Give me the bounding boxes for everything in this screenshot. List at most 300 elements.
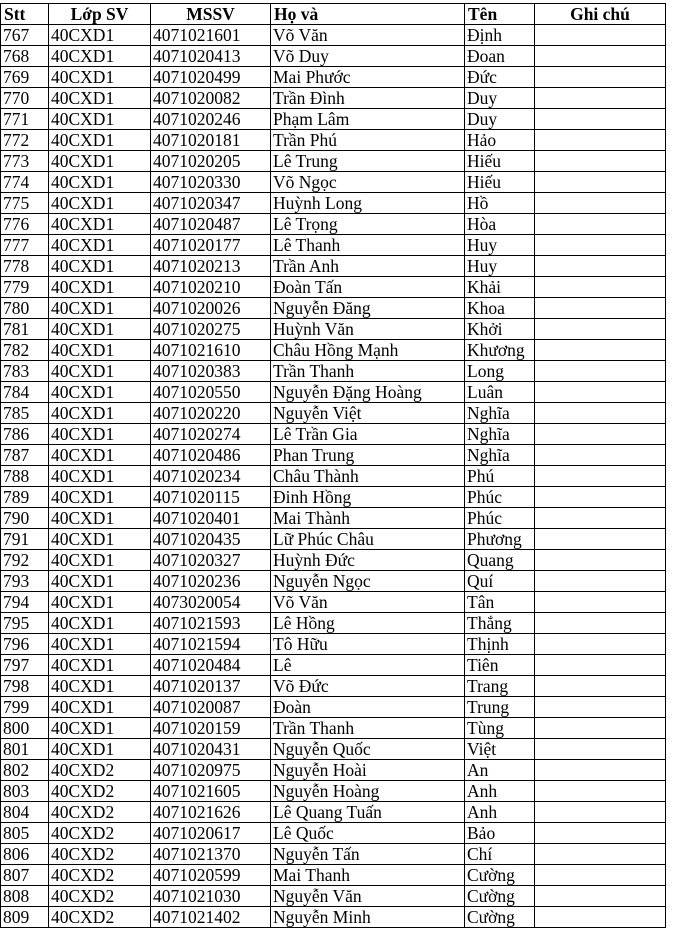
header-ho: Họ và (271, 4, 465, 25)
table-row (1, 550, 666, 571)
cell-ten: Tân (465, 592, 535, 613)
cell-ghichu (535, 424, 666, 445)
cell-lop: 40CXD1 (49, 592, 151, 613)
cell-stt: 794 (1, 592, 49, 613)
cell-mssv: 4071021402 (151, 907, 271, 928)
cell-lop: 40CXD1 (49, 172, 151, 193)
table-row (1, 214, 666, 235)
cell-stt: 795 (1, 613, 49, 634)
cell-mssv: 4071020177 (151, 235, 271, 256)
cell-ho: Huỳnh Văn (271, 319, 465, 340)
cell-ho: Lê Quốc (271, 823, 465, 844)
cell-ten: Hảo (465, 130, 535, 151)
cell-ten: Khoa (465, 298, 535, 319)
table-row (1, 634, 666, 655)
cell-mssv: 4071020599 (151, 865, 271, 886)
cell-stt: 801 (1, 739, 49, 760)
table-row (1, 130, 666, 151)
cell-lop: 40CXD2 (49, 886, 151, 907)
cell-ghichu (535, 193, 666, 214)
table-row (1, 718, 666, 739)
cell-stt: 772 (1, 130, 49, 151)
table-row (1, 235, 666, 256)
cell-stt: 800 (1, 718, 49, 739)
table-row (1, 256, 666, 277)
cell-ten: Phú (465, 466, 535, 487)
cell-ghichu (535, 529, 666, 550)
table-row (1, 739, 666, 760)
cell-ho: Nguyễn Ngọc (271, 571, 465, 592)
table-row (1, 802, 666, 823)
cell-ghichu (535, 172, 666, 193)
cell-ten: Hòa (465, 214, 535, 235)
cell-mssv: 4071020550 (151, 382, 271, 403)
cell-lop: 40CXD1 (49, 67, 151, 88)
cell-stt: 768 (1, 46, 49, 67)
cell-ten: Hồ (465, 193, 535, 214)
table-row (1, 676, 666, 697)
cell-stt: 788 (1, 466, 49, 487)
cell-mssv: 4071021593 (151, 613, 271, 634)
cell-ho: Trần Phú (271, 130, 465, 151)
cell-ghichu (535, 571, 666, 592)
cell-ho: Mai Thanh (271, 865, 465, 886)
cell-ho: Trần Thanh (271, 718, 465, 739)
cell-ho: Huỳnh Đức (271, 550, 465, 571)
cell-stt: 793 (1, 571, 49, 592)
cell-stt: 799 (1, 697, 49, 718)
cell-mssv: 4071020484 (151, 655, 271, 676)
cell-ho: Phạm Lâm (271, 109, 465, 130)
cell-stt: 787 (1, 445, 49, 466)
cell-ho: Nguyễn Đăng (271, 298, 465, 319)
cell-stt: 769 (1, 67, 49, 88)
cell-lop: 40CXD1 (49, 529, 151, 550)
cell-ho: Lê Trung (271, 151, 465, 172)
cell-stt: 785 (1, 403, 49, 424)
cell-lop: 40CXD1 (49, 25, 151, 46)
cell-ho: Nguyễn Việt (271, 403, 465, 424)
cell-ho: Lữ Phúc Châu (271, 529, 465, 550)
cell-ten: Tiên (465, 655, 535, 676)
cell-ten: Luân (465, 382, 535, 403)
cell-ten: Việt (465, 739, 535, 760)
cell-mssv: 4071020246 (151, 109, 271, 130)
cell-lop: 40CXD2 (49, 760, 151, 781)
cell-ghichu (535, 760, 666, 781)
cell-ghichu (535, 655, 666, 676)
table-row (1, 277, 666, 298)
cell-ghichu (535, 256, 666, 277)
cell-ho: Võ Duy (271, 46, 465, 67)
cell-lop: 40CXD2 (49, 802, 151, 823)
header-mssv: MSSV (151, 4, 271, 25)
cell-stt: 776 (1, 214, 49, 235)
cell-mssv: 4071021370 (151, 844, 271, 865)
cell-ten: An (465, 760, 535, 781)
cell-ho: Mai Phước (271, 67, 465, 88)
cell-mssv: 4071020181 (151, 130, 271, 151)
cell-ten: Nghĩa (465, 424, 535, 445)
cell-ten: Khương (465, 340, 535, 361)
cell-ten: Duy (465, 109, 535, 130)
cell-ho: Nguyễn Hoài (271, 760, 465, 781)
cell-ten: Duy (465, 88, 535, 109)
cell-ghichu (535, 550, 666, 571)
cell-mssv: 4071021594 (151, 634, 271, 655)
cell-stt: 798 (1, 676, 49, 697)
cell-stt: 791 (1, 529, 49, 550)
cell-lop: 40CXD1 (49, 382, 151, 403)
cell-mssv: 4071021030 (151, 886, 271, 907)
cell-ho: Lê Quang Tuấn (271, 802, 465, 823)
cell-stt: 789 (1, 487, 49, 508)
cell-ho: Nguyễn Đặng Hoàng (271, 382, 465, 403)
cell-ghichu (535, 844, 666, 865)
cell-ghichu (535, 634, 666, 655)
cell-ho: Nguyễn Tấn (271, 844, 465, 865)
cell-ghichu (535, 403, 666, 424)
cell-mssv: 4071020413 (151, 46, 271, 67)
cell-stt: 805 (1, 823, 49, 844)
cell-ten: Định (465, 25, 535, 46)
cell-mssv: 4071020617 (151, 823, 271, 844)
table-row (1, 67, 666, 88)
cell-mssv: 4071021605 (151, 781, 271, 802)
cell-ghichu (535, 592, 666, 613)
cell-stt: 803 (1, 781, 49, 802)
cell-stt: 770 (1, 88, 49, 109)
cell-mssv: 4071020327 (151, 550, 271, 571)
cell-lop: 40CXD1 (49, 697, 151, 718)
cell-mssv: 4071020383 (151, 361, 271, 382)
cell-ho: Võ Văn (271, 592, 465, 613)
table-row (1, 886, 666, 907)
cell-ten: Hiếu (465, 172, 535, 193)
cell-ten: Khởi (465, 319, 535, 340)
table-row (1, 697, 666, 718)
cell-ten: Trung (465, 697, 535, 718)
cell-mssv: 4071020026 (151, 298, 271, 319)
cell-ho: Huỳnh Long (271, 193, 465, 214)
cell-ghichu (535, 109, 666, 130)
cell-lop: 40CXD1 (49, 613, 151, 634)
header-row (1, 4, 666, 25)
table-row (1, 592, 666, 613)
cell-ghichu (535, 781, 666, 802)
cell-ho: Lê (271, 655, 465, 676)
cell-lop: 40CXD2 (49, 823, 151, 844)
cell-lop: 40CXD1 (49, 151, 151, 172)
cell-ten: Cường (465, 865, 535, 886)
cell-mssv: 4071020274 (151, 424, 271, 445)
cell-ho: Võ Văn (271, 25, 465, 46)
cell-ghichu (535, 907, 666, 928)
cell-ten: Huy (465, 235, 535, 256)
cell-lop: 40CXD1 (49, 739, 151, 760)
table-row (1, 88, 666, 109)
cell-stt: 808 (1, 886, 49, 907)
cell-lop: 40CXD1 (49, 256, 151, 277)
cell-ten: Cường (465, 907, 535, 928)
table-row (1, 361, 666, 382)
table-row (1, 571, 666, 592)
cell-stt: 778 (1, 256, 49, 277)
cell-ho: Lê Trọng (271, 214, 465, 235)
cell-ho: Võ Đức (271, 676, 465, 697)
cell-ghichu (535, 25, 666, 46)
cell-stt: 797 (1, 655, 49, 676)
cell-mssv: 4071021626 (151, 802, 271, 823)
cell-lop: 40CXD1 (49, 88, 151, 109)
cell-stt: 804 (1, 802, 49, 823)
table-row (1, 445, 666, 466)
cell-ghichu (535, 718, 666, 739)
cell-ho: Trần Đình (271, 88, 465, 109)
cell-ten: Đức (465, 67, 535, 88)
cell-mssv: 4071021610 (151, 340, 271, 361)
cell-mssv: 4071020205 (151, 151, 271, 172)
header-stt: Stt (1, 4, 49, 25)
cell-ghichu (535, 46, 666, 67)
cell-lop: 40CXD1 (49, 424, 151, 445)
cell-ten: Trang (465, 676, 535, 697)
cell-lop: 40CXD1 (49, 130, 151, 151)
cell-mssv: 4071020975 (151, 760, 271, 781)
cell-ho: Nguyễn Minh (271, 907, 465, 928)
table-row (1, 319, 666, 340)
cell-mssv: 4071020431 (151, 739, 271, 760)
cell-mssv: 4071020159 (151, 718, 271, 739)
cell-stt: 773 (1, 151, 49, 172)
cell-mssv: 4071021601 (151, 25, 271, 46)
cell-ho: Đinh Hồng (271, 487, 465, 508)
cell-ten: Hiếu (465, 151, 535, 172)
cell-stt: 779 (1, 277, 49, 298)
cell-mssv: 4071020115 (151, 487, 271, 508)
table-row (1, 865, 666, 886)
cell-ghichu (535, 445, 666, 466)
cell-lop: 40CXD1 (49, 214, 151, 235)
cell-lop: 40CXD1 (49, 235, 151, 256)
table-row (1, 25, 666, 46)
cell-stt: 784 (1, 382, 49, 403)
cell-ho: Nguyễn Văn (271, 886, 465, 907)
cell-ghichu (535, 697, 666, 718)
cell-lop: 40CXD1 (49, 508, 151, 529)
cell-mssv: 4073020054 (151, 592, 271, 613)
cell-ghichu (535, 214, 666, 235)
cell-ho: Đoàn Tấn (271, 277, 465, 298)
header-ten: Tên (465, 4, 535, 25)
cell-stt: 767 (1, 25, 49, 46)
cell-lop: 40CXD1 (49, 46, 151, 67)
cell-ghichu (535, 739, 666, 760)
cell-stt: 771 (1, 109, 49, 130)
cell-mssv: 4071020330 (151, 172, 271, 193)
cell-ghichu (535, 88, 666, 109)
cell-ghichu (535, 151, 666, 172)
cell-ho: Trần Thanh (271, 361, 465, 382)
cell-ten: Đoan (465, 46, 535, 67)
student-table (0, 3, 666, 928)
table-row (1, 151, 666, 172)
cell-stt: 781 (1, 319, 49, 340)
cell-stt: 777 (1, 235, 49, 256)
cell-ghichu (535, 466, 666, 487)
cell-ho: Lê Thanh (271, 235, 465, 256)
table-row (1, 529, 666, 550)
table-row (1, 109, 666, 130)
cell-lop: 40CXD1 (49, 193, 151, 214)
cell-ten: Anh (465, 802, 535, 823)
cell-lop: 40CXD1 (49, 718, 151, 739)
cell-mssv: 4071020082 (151, 88, 271, 109)
cell-mssv: 4071020234 (151, 466, 271, 487)
cell-ghichu (535, 277, 666, 298)
cell-lop: 40CXD1 (49, 403, 151, 424)
cell-lop: 40CXD1 (49, 550, 151, 571)
cell-ghichu (535, 130, 666, 151)
table-row (1, 298, 666, 319)
table-row (1, 781, 666, 802)
cell-ten: Tùng (465, 718, 535, 739)
cell-stt: 783 (1, 361, 49, 382)
cell-lop: 40CXD1 (49, 319, 151, 340)
cell-lop: 40CXD1 (49, 634, 151, 655)
cell-ho: Châu Thành (271, 466, 465, 487)
cell-ten: Chí (465, 844, 535, 865)
cell-ghichu (535, 340, 666, 361)
cell-stt: 775 (1, 193, 49, 214)
cell-ghichu (535, 802, 666, 823)
cell-mssv: 4071020213 (151, 256, 271, 277)
table-row (1, 424, 666, 445)
cell-stt: 792 (1, 550, 49, 571)
table-row (1, 760, 666, 781)
cell-ho: Lê Hồng (271, 613, 465, 634)
table-row (1, 172, 666, 193)
cell-ten: Nghĩa (465, 445, 535, 466)
cell-lop: 40CXD1 (49, 655, 151, 676)
cell-stt: 809 (1, 907, 49, 928)
cell-ghichu (535, 487, 666, 508)
cell-stt: 780 (1, 298, 49, 319)
cell-lop: 40CXD2 (49, 907, 151, 928)
cell-ten: Nghĩa (465, 403, 535, 424)
cell-ten: Thịnh (465, 634, 535, 655)
cell-lop: 40CXD1 (49, 466, 151, 487)
table-row (1, 403, 666, 424)
cell-ghichu (535, 508, 666, 529)
cell-ten: Quang (465, 550, 535, 571)
cell-ghichu (535, 319, 666, 340)
table-row (1, 613, 666, 634)
cell-ghichu (535, 298, 666, 319)
cell-ten: Quí (465, 571, 535, 592)
cell-mssv: 4071020275 (151, 319, 271, 340)
cell-mssv: 4071020137 (151, 676, 271, 697)
cell-ho: Lê Trần Gia (271, 424, 465, 445)
cell-ten: Khải (465, 277, 535, 298)
cell-lop: 40CXD1 (49, 676, 151, 697)
header-ghichu: Ghi chú (535, 4, 666, 25)
cell-stt: 802 (1, 760, 49, 781)
cell-ten: Cường (465, 886, 535, 907)
cell-mssv: 4071020236 (151, 571, 271, 592)
cell-stt: 774 (1, 172, 49, 193)
cell-ghichu (535, 865, 666, 886)
cell-mssv: 4071020210 (151, 277, 271, 298)
table-row (1, 193, 666, 214)
cell-ghichu (535, 67, 666, 88)
table-row (1, 340, 666, 361)
cell-ten: Phúc (465, 487, 535, 508)
table-body (1, 25, 666, 928)
cell-ghichu (535, 823, 666, 844)
cell-ten: Anh (465, 781, 535, 802)
table-row (1, 487, 666, 508)
cell-ten: Phúc (465, 508, 535, 529)
cell-ho: Tô Hữu (271, 634, 465, 655)
cell-ho: Võ Ngọc (271, 172, 465, 193)
cell-lop: 40CXD2 (49, 865, 151, 886)
cell-mssv: 4071020220 (151, 403, 271, 424)
cell-ho: Phan Trung (271, 445, 465, 466)
cell-mssv: 4071020087 (151, 697, 271, 718)
cell-stt: 790 (1, 508, 49, 529)
cell-ghichu (535, 613, 666, 634)
cell-mssv: 4071020401 (151, 508, 271, 529)
table-row (1, 844, 666, 865)
cell-stt: 807 (1, 865, 49, 886)
cell-lop: 40CXD1 (49, 361, 151, 382)
cell-ho: Nguyễn Hoàng (271, 781, 465, 802)
cell-ho: Mai Thành (271, 508, 465, 529)
cell-ho: Nguyễn Quốc (271, 739, 465, 760)
cell-lop: 40CXD1 (49, 571, 151, 592)
cell-lop: 40CXD1 (49, 109, 151, 130)
cell-mssv: 4071020499 (151, 67, 271, 88)
header-lop: Lớp SV (49, 4, 151, 25)
cell-lop: 40CXD1 (49, 277, 151, 298)
cell-ghichu (535, 886, 666, 907)
cell-ghichu (535, 382, 666, 403)
cell-stt: 796 (1, 634, 49, 655)
cell-lop: 40CXD2 (49, 781, 151, 802)
cell-ghichu (535, 361, 666, 382)
cell-ghichu (535, 235, 666, 256)
table-row (1, 907, 666, 928)
cell-mssv: 4071020347 (151, 193, 271, 214)
cell-ten: Phương (465, 529, 535, 550)
cell-stt: 806 (1, 844, 49, 865)
cell-mssv: 4071020435 (151, 529, 271, 550)
cell-mssv: 4071020487 (151, 214, 271, 235)
cell-ten: Bảo (465, 823, 535, 844)
cell-ho: Trần Anh (271, 256, 465, 277)
cell-lop: 40CXD1 (49, 298, 151, 319)
cell-stt: 786 (1, 424, 49, 445)
table-row (1, 823, 666, 844)
cell-ghichu (535, 676, 666, 697)
cell-lop: 40CXD1 (49, 340, 151, 361)
cell-stt: 782 (1, 340, 49, 361)
table-row (1, 655, 666, 676)
cell-ten: Thắng (465, 613, 535, 634)
table-row (1, 46, 666, 67)
cell-lop: 40CXD1 (49, 445, 151, 466)
